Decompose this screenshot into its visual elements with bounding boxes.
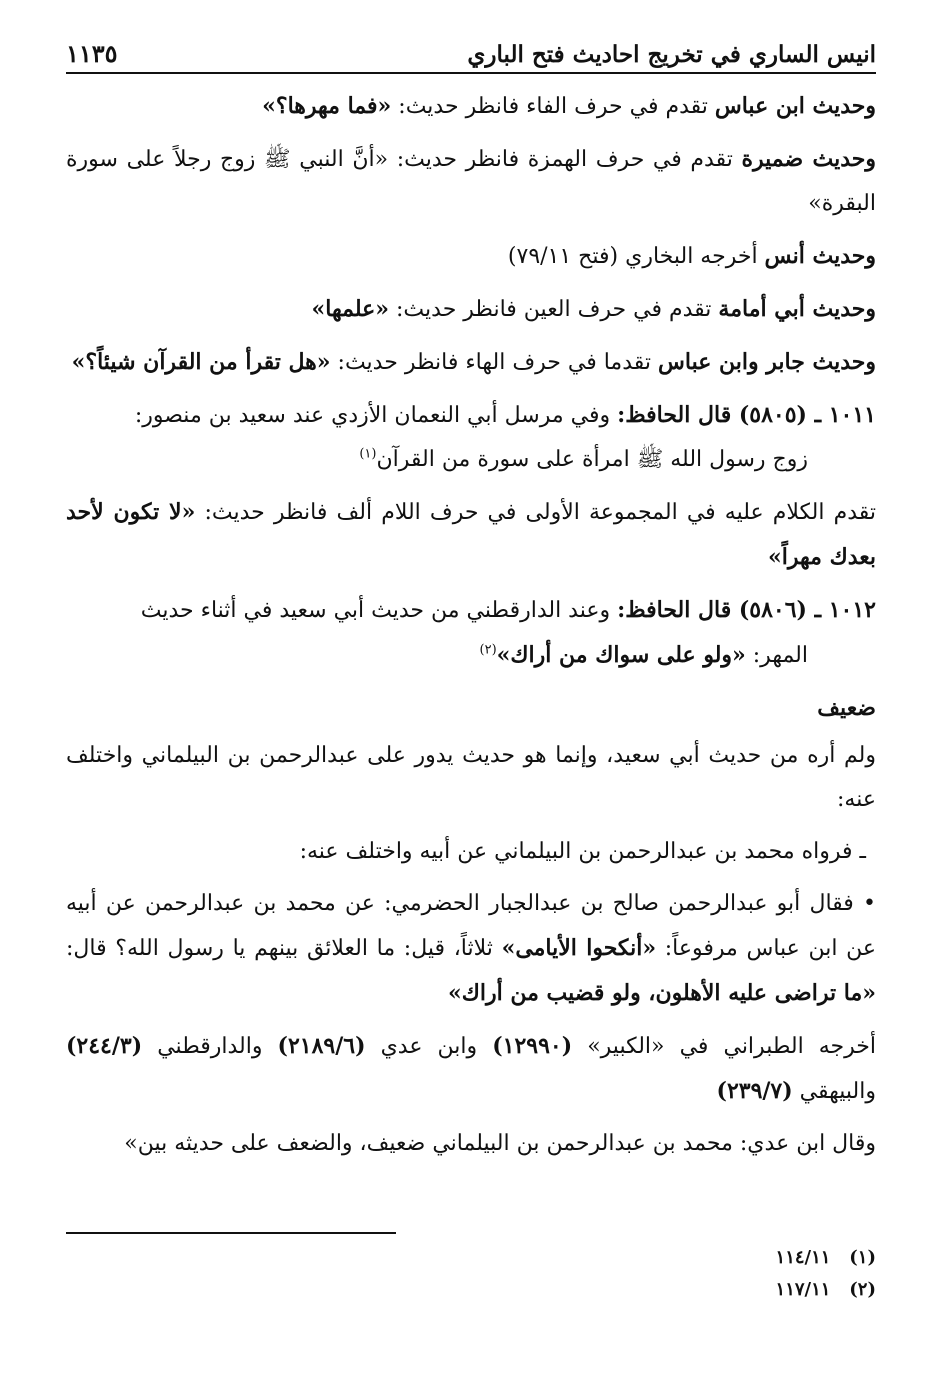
footnote-separator [66, 1232, 396, 1234]
hadith-quote: «لا تكون لأحد بعدك مهراً» [66, 499, 876, 570]
text: تقدما في حرف الهاء فانظر حديث: [330, 350, 659, 375]
footnote-number: (٢) [849, 1279, 876, 1300]
text: ثلاثاً، قيل: ما العلائق بينهم يا رسول الله؟ قال: [66, 936, 502, 961]
paragraph-dumayra [66, 137, 876, 226]
hadith-quote: «أنكحوا الأيامى» [501, 935, 657, 961]
footnotes [66, 1242, 876, 1306]
paragraph-ibn-adi: وقال ابن عدي: محمد بن عبدالرحمن بن البيلماني ضعيف، والضعف على حديثه بين» [124, 1131, 876, 1156]
narrator: وحديث ابن عباس [714, 93, 876, 119]
text: وابن عدي [365, 1034, 493, 1059]
paragraph-bullet [66, 882, 876, 1016]
entry-sub [359, 447, 876, 472]
narrator: وحديث أنس [764, 243, 876, 269]
grade-heading: ضعيف [817, 695, 876, 721]
narrator: وحديث جابر وابن عباس [658, 349, 876, 375]
paragraph-riwaya: ـ فرواه محمد بن عبدالرحمن بن البيلماني عن أبيه واختلف عنه: [299, 839, 866, 864]
footnote-ref: (١) [359, 446, 377, 462]
text: والدارقطني [142, 1034, 278, 1059]
narrator: وحديث أبي أمامة [718, 296, 876, 322]
footnote-text: ١١٧/١١ [775, 1279, 831, 1300]
text: تقدم في حرف الفاء فانظر حديث: [391, 94, 715, 119]
paragraph-takhrij [66, 1024, 876, 1114]
text: وعند الدارقطني من حديث أبي سعيد في أثناء حديث [140, 598, 618, 623]
hadith-quote: «هل تقرأ من القرآن شيئاً؟» [71, 349, 331, 375]
narrator: وحديث ضميرة [741, 146, 877, 172]
page-header [66, 28, 876, 74]
footnote [66, 1274, 876, 1306]
paragraph-la-takun [66, 490, 876, 580]
reference: (٢٣٩/٧) [716, 1078, 793, 1104]
text: وفي مرسل أبي النعمان الأزدي عند سعيد بن منصور: [134, 403, 618, 428]
entry-1011 [66, 393, 876, 482]
text: أخرجه البخاري (فتح ٧٩/١١) [507, 244, 765, 269]
text: تقدم الكلام عليه في المجموعة الأولى في حرف اللام ألف فانظر حديث: [195, 500, 876, 525]
text: • فقال أبو عبدالرحمن صالح بن عبدالجبار الحضرمي: عن محمد بن عبدالرحمن عن أبيه عن ابن عباس مرفوعاً: [66, 891, 876, 961]
entry-1012 [66, 588, 876, 678]
entry-number: ١٠١١ ـ (٥٨٠٥) قال الحافظ: [617, 402, 876, 428]
paragraph-jabir [66, 340, 876, 385]
footnote-ref: (٢) [479, 642, 497, 658]
footnote-text: ١١٤/١١ [775, 1247, 831, 1268]
footnote-number: (١) [849, 1247, 876, 1268]
text: أخرجه الطبراني في «الكبير» [572, 1034, 876, 1059]
paragraph-anas [66, 234, 876, 279]
hadith-quote: «فما مهرها؟» [262, 93, 392, 119]
hadith-quote: «علمها» [311, 296, 390, 322]
text: والبيهقي [792, 1079, 876, 1104]
hadith-quote: «ولو على سواك من أراك» [496, 642, 746, 668]
entry-number: ١٠١٢ ـ (٥٨٠٦) قال الحافظ: [617, 597, 876, 623]
paragraph-ibn-abbas [66, 84, 876, 129]
reference: (٢٤٤/٣) [66, 1033, 143, 1059]
page-body [66, 84, 876, 1166]
text: زوج رسول الله ﷺ امرأة على سورة من القرآن [376, 447, 808, 472]
footnote [66, 1242, 876, 1274]
text: تقدم في حرف الهمزة فانظر حديث: «أنَّ النبي ﷺ زوج رجلاً على سورة البقرة» [66, 147, 876, 216]
entry-sub [480, 643, 877, 668]
running-title: انيس الساري في تخريج احاديث فتح الباري [467, 41, 876, 68]
page [66, 28, 876, 1174]
page-number: ١١٣٥ [66, 39, 118, 68]
paragraph-abu-umama [66, 287, 876, 332]
hadith-quote: «ما تراضى عليه الأهلون، ولو قضيب من أراك» [447, 980, 876, 1006]
reference: (٢١٨٩/٦) [277, 1033, 366, 1059]
reference: (١٢٩٩٠) [492, 1033, 573, 1059]
text: تقدم في حرف العين فانظر حديث: [389, 297, 719, 322]
paragraph-analysis: ولم أره من حديث أبي سعيد، وإنما هو حديث يدور على عبدالرحمن بن البيلماني واختلف عنه: [66, 743, 876, 812]
text: المهر: [745, 643, 808, 668]
